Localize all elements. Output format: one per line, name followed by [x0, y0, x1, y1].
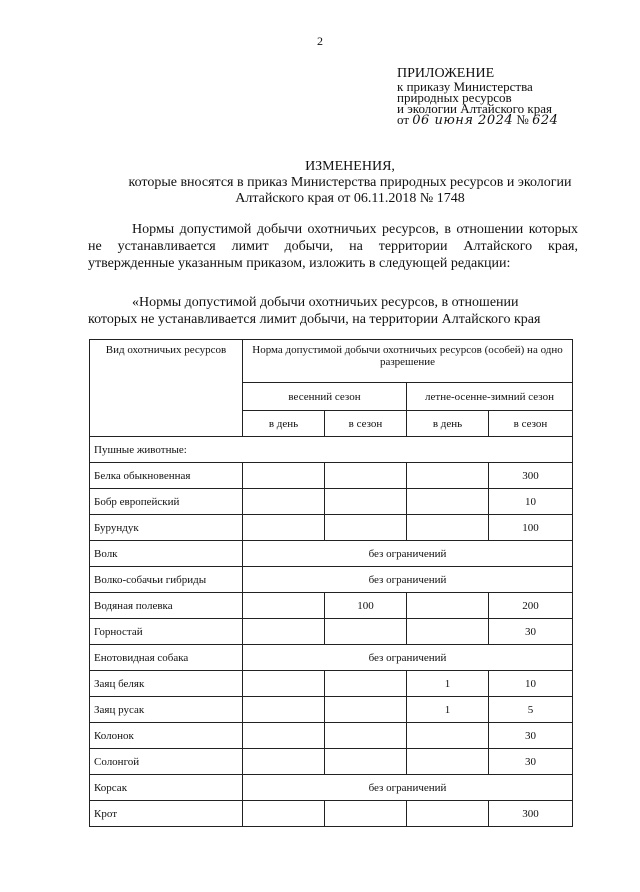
header-spring-season: весенний сезон [243, 383, 407, 411]
norm-cell-spring-season [325, 463, 407, 489]
norm-cell-spring-day [243, 619, 325, 645]
norm-cell-saw-day [407, 515, 489, 541]
norm-cell-saw-season: 10 [489, 489, 573, 515]
norm-cell-saw-day [407, 593, 489, 619]
handwritten-number: 624 [532, 113, 559, 128]
handwritten-date: 06 июня 2024 [412, 113, 514, 128]
header-saw-per-season: в сезон [489, 411, 573, 437]
table-row [90, 775, 573, 801]
norm-cell-spring-day [243, 749, 325, 775]
norm-cell-spring-season [325, 749, 407, 775]
species-name: Крот [90, 801, 243, 827]
header-spring-day: в день [243, 411, 325, 437]
quote-heading [88, 294, 578, 328]
appendix-block [397, 66, 632, 126]
species-name: Водяная полевка [90, 593, 243, 619]
table-row [90, 749, 573, 775]
species-name: Бобр европейский [90, 489, 243, 515]
table-row [90, 463, 573, 489]
no-limit-cell: без ограничений [243, 775, 573, 801]
species-name: Волк [90, 541, 243, 567]
table-row [90, 645, 573, 671]
appendix-number-sign: № [516, 112, 529, 127]
page-number: 2 [317, 34, 323, 48]
norm-cell-spring-day [243, 697, 325, 723]
section-fur-animals: Пушные животные: [90, 437, 573, 463]
intro-paragraph [88, 221, 578, 272]
norms-table [89, 339, 573, 827]
document-title: ИЗМЕНЕНИЯ, [305, 159, 395, 174]
table-row [90, 593, 573, 619]
species-name: Корсак [90, 775, 243, 801]
norm-cell-spring-day [243, 593, 325, 619]
species-name: Колонок [90, 723, 243, 749]
norm-cell-spring-season [325, 671, 407, 697]
norm-cell-saw-season: 300 [489, 463, 573, 489]
norm-cell-spring-day [243, 463, 325, 489]
table-row [90, 489, 573, 515]
norm-cell-spring-day [243, 671, 325, 697]
norm-cell-spring-day [243, 723, 325, 749]
norm-cell-spring-season [325, 515, 407, 541]
document-subtitle-1: которые вносятся в приказ Министерства природных ресурсов и экологии [128, 175, 572, 190]
header-spring-per-season: в сезон [325, 411, 407, 437]
appendix-line-1: к приказу Министерства [397, 79, 533, 94]
norm-cell-spring-season: 100 [325, 593, 407, 619]
table-row [90, 801, 573, 827]
species-name: Белка обыкновенная [90, 463, 243, 489]
norm-cell-saw-day [407, 749, 489, 775]
table-row [90, 541, 573, 567]
no-limit-cell: без ограничений [243, 541, 573, 567]
norm-cell-saw-day [407, 489, 489, 515]
table-row [90, 567, 573, 593]
norm-cell-spring-season [325, 801, 407, 827]
appendix-title: ПРИЛОЖЕНИЕ [397, 66, 495, 81]
norm-cell-saw-season: 5 [489, 697, 573, 723]
norm-cell-spring-season [325, 697, 407, 723]
norm-cell-saw-day [407, 463, 489, 489]
intro-text: Нормы допустимой добычи охотничьих ресурсов, в отношении которых не устанавливается лимит добычи, на территории Алтайского края, утвержденные указанным приказом, изложить в следующей редакции: [88, 222, 578, 271]
appendix-date-prefix: от [397, 112, 410, 127]
norm-cell-spring-day [243, 801, 325, 827]
norm-cell-saw-season: 30 [489, 749, 573, 775]
norm-cell-spring-day [243, 515, 325, 541]
species-name: Солонгой [90, 749, 243, 775]
header-saw-season: летне-осенне-зимний сезон [407, 383, 573, 411]
document-subtitle-2: Алтайского края от 06.11.2018 № 1748 [235, 191, 465, 206]
norm-cell-saw-day [407, 619, 489, 645]
species-name: Заяц беляк [90, 671, 243, 697]
norm-cell-spring-day [243, 489, 325, 515]
norm-cell-saw-day: 1 [407, 697, 489, 723]
norm-cell-spring-season [325, 723, 407, 749]
appendix-line-2: природных ресурсов [397, 90, 512, 105]
norm-cell-saw-season: 30 [489, 619, 573, 645]
norm-cell-saw-season: 30 [489, 723, 573, 749]
norm-cell-saw-day [407, 723, 489, 749]
species-name: Заяц русак [90, 697, 243, 723]
header-species: Вид охотничьих ресурсов [90, 340, 243, 437]
norm-cell-saw-day: 1 [407, 671, 489, 697]
table-row [90, 697, 573, 723]
species-name: Енотовидная собака [90, 645, 243, 671]
no-limit-cell: без ограничений [243, 645, 573, 671]
table-row [90, 515, 573, 541]
norm-cell-spring-season [325, 619, 407, 645]
header-saw-day: в день [407, 411, 489, 437]
quote-line-1: «Нормы допустимой добычи охотничьих ресурсов, в отношении [132, 295, 519, 310]
appendix-line-3: и экологии Алтайского края [397, 101, 552, 116]
norm-cell-saw-season: 300 [489, 801, 573, 827]
quote-line-2: которых не устанавливается лимит добычи, на территории Алтайского края [88, 312, 541, 327]
document-heading [60, 159, 640, 207]
norm-cell-saw-day [407, 801, 489, 827]
norm-cell-saw-season: 200 [489, 593, 573, 619]
species-name: Горностай [90, 619, 243, 645]
header-norm: Норма допустимой добычи охотничьих ресурсов (особей) на одно разрешение [243, 340, 573, 383]
no-limit-cell: без ограничений [243, 567, 573, 593]
table-row [90, 723, 573, 749]
norm-cell-saw-season: 100 [489, 515, 573, 541]
norm-cell-saw-season: 10 [489, 671, 573, 697]
norm-cell-spring-season [325, 489, 407, 515]
species-name: Бурундук [90, 515, 243, 541]
species-name: Волко-собачьи гибриды [90, 567, 243, 593]
table-row [90, 619, 573, 645]
appendix-date-line [397, 114, 632, 126]
table-row [90, 671, 573, 697]
